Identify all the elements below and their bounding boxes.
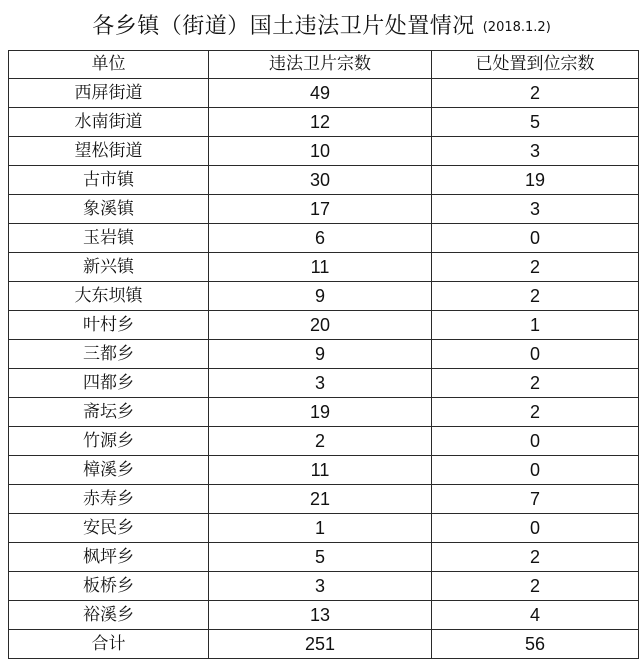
total-label: 合计 [9,630,209,659]
table-row [9,398,639,427]
cell-unit: 象溪镇 [9,195,209,224]
table-row [9,137,639,166]
cell-unit: 新兴镇 [9,253,209,282]
table-total-row [9,630,639,659]
table-row [9,340,639,369]
cell-resolved: 3 [432,137,639,166]
cell-violations: 20 [209,311,432,340]
table-row [9,601,639,630]
header-resolved: 已处置到位宗数 [432,51,639,79]
total-violations: 251 [209,630,432,659]
total-resolved: 56 [432,630,639,659]
title-text: 各乡镇（街道）国土违法卫片处置情况 [92,13,475,39]
cell-unit: 赤寿乡 [9,485,209,514]
cell-resolved: 2 [432,79,639,108]
cell-resolved: 0 [432,224,639,253]
cell-resolved: 19 [432,166,639,195]
cell-unit: 四都乡 [9,369,209,398]
disposal-table [8,50,639,659]
cell-resolved: 3 [432,195,639,224]
cell-violations: 19 [209,398,432,427]
cell-unit: 安民乡 [9,514,209,543]
cell-resolved: 2 [432,369,639,398]
table-body [9,79,639,630]
cell-unit: 古市镇 [9,166,209,195]
table-row [9,79,639,108]
cell-violations: 1 [209,514,432,543]
cell-unit: 竹源乡 [9,427,209,456]
cell-violations: 13 [209,601,432,630]
cell-violations: 3 [209,572,432,601]
cell-violations: 10 [209,137,432,166]
table-row [9,427,639,456]
cell-resolved: 2 [432,253,639,282]
cell-resolved: 2 [432,572,639,601]
cell-unit: 枫坪乡 [9,543,209,572]
table-header-row [9,51,639,79]
cell-violations: 6 [209,224,432,253]
table-row [9,572,639,601]
cell-violations: 2 [209,427,432,456]
table-row [9,369,639,398]
table-row [9,456,639,485]
cell-violations: 11 [209,253,432,282]
cell-resolved: 2 [432,398,639,427]
cell-unit: 樟溪乡 [9,456,209,485]
cell-resolved: 0 [432,427,639,456]
cell-unit: 西屏街道 [9,79,209,108]
cell-violations: 11 [209,456,432,485]
cell-violations: 17 [209,195,432,224]
table-row [9,485,639,514]
cell-resolved: 4 [432,601,639,630]
cell-unit: 板桥乡 [9,572,209,601]
page-title [0,0,643,48]
cell-resolved: 2 [432,282,639,311]
cell-violations: 12 [209,108,432,137]
table-row [9,311,639,340]
cell-violations: 30 [209,166,432,195]
cell-unit: 水南街道 [9,108,209,137]
cell-resolved: 1 [432,311,639,340]
table-row [9,108,639,137]
cell-violations: 5 [209,543,432,572]
cell-resolved: 2 [432,543,639,572]
table-row [9,195,639,224]
cell-unit: 叶村乡 [9,311,209,340]
header-violations: 违法卫片宗数 [209,51,432,79]
table-row [9,282,639,311]
cell-resolved: 7 [432,485,639,514]
cell-violations: 9 [209,282,432,311]
cell-unit: 裕溪乡 [9,601,209,630]
cell-resolved: 0 [432,514,639,543]
cell-violations: 49 [209,79,432,108]
header-unit: 单位 [9,51,209,79]
cell-unit: 斋坛乡 [9,398,209,427]
disposal-table-container [8,50,638,659]
cell-unit: 三都乡 [9,340,209,369]
cell-resolved: 0 [432,456,639,485]
title-date: (2018.1.2) [482,19,551,35]
cell-violations: 9 [209,340,432,369]
table-row [9,543,639,572]
cell-violations: 21 [209,485,432,514]
cell-resolved: 0 [432,340,639,369]
table-row [9,253,639,282]
cell-violations: 3 [209,369,432,398]
cell-resolved: 5 [432,108,639,137]
table-row [9,224,639,253]
cell-unit: 大东坝镇 [9,282,209,311]
cell-unit: 玉岩镇 [9,224,209,253]
cell-unit: 望松街道 [9,137,209,166]
table-row [9,166,639,195]
table-row [9,514,639,543]
